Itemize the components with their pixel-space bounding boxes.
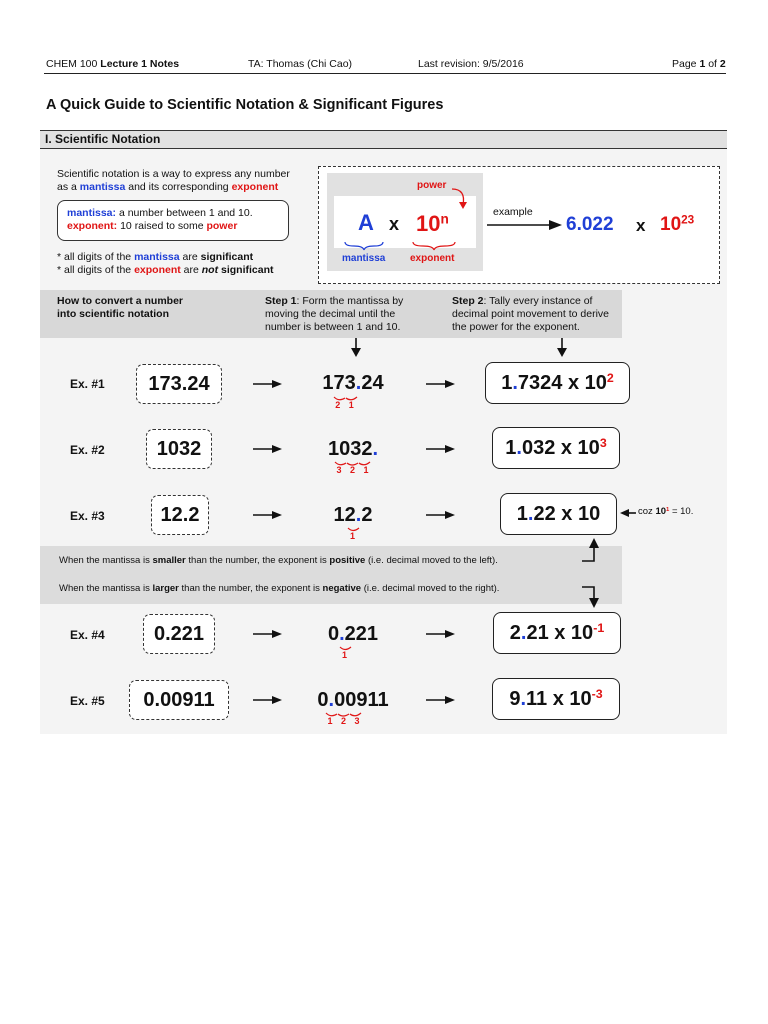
- example-1-tally: 2 1: [335, 400, 357, 410]
- arrow-icon: [253, 444, 283, 454]
- example-4-tally: 1: [341, 650, 350, 660]
- example-4-result: 2.21 x $10^{-1}$: [493, 612, 621, 654]
- intro-text: Scientific notation is a way to express any number as a mantissa and its corresponding exponent: [57, 168, 290, 193]
- arrow-icon: [253, 695, 283, 705]
- rule-negative: When the mantissa is larger than the number, the exponent is negative (i.e. decimal moved to the right).: [59, 583, 500, 594]
- example-3-tally: 1: [349, 531, 358, 541]
- example-arrow: [487, 219, 563, 231]
- example-2-result: 1.032 x $10^3$: [492, 427, 620, 469]
- coz-note: coz $10^1 = 10$.: [638, 506, 694, 517]
- example-4-number: 0.221: [143, 614, 215, 654]
- formula-a: A: [358, 210, 374, 235]
- how-to-label: How to convert a number into scientific notation: [57, 295, 184, 320]
- header-divider: [44, 73, 726, 74]
- arrow-icon: [426, 444, 456, 454]
- mantissa-label: mantissa: [342, 253, 386, 264]
- power-arrow: [450, 185, 472, 215]
- step2-down-arrow: [556, 338, 568, 358]
- arrow-icon: [253, 379, 283, 389]
- step1-down-arrow: [350, 338, 362, 358]
- example-4-label: Ex. #4: [70, 628, 105, 642]
- definition-box: mantissa: a number between 1 and 10. exponent: 10 raised to some power: [57, 200, 289, 241]
- formula-power-of-ten: 10$^n$: [416, 211, 449, 236]
- example-1-result: 1.7324 x $10^2$: [485, 362, 630, 404]
- arrow-icon: [426, 629, 456, 639]
- step2-text: Step 2: Tally every instance of decimal point movement to derive the power for the exponent.: [452, 295, 609, 333]
- example-3-number: 12.2: [151, 495, 209, 535]
- example-power-of-ten: $10^{23}$: [660, 213, 695, 235]
- coz-arrow-icon: [620, 508, 636, 518]
- example-times: x: [636, 216, 646, 235]
- section-title: I. Scientific Notation: [45, 132, 161, 146]
- example-5-mantissa-step: 0.00911: [317, 689, 389, 711]
- example-1-mantissa-step: 173.24: [322, 372, 384, 394]
- example-2-mantissa-step: 1032.: [327, 438, 379, 460]
- rule-positive-arrow: [580, 536, 604, 566]
- rule-negative-arrow: [580, 584, 604, 612]
- example-2-number: 1032: [146, 429, 212, 469]
- example-5-tally: 1 2 3: [327, 716, 363, 726]
- exponent-brace: [412, 241, 456, 251]
- arrow-icon: [253, 510, 283, 520]
- mantissa-brace: [344, 241, 384, 251]
- example-1-number: 173.24: [136, 364, 222, 404]
- example-label: example: [493, 206, 533, 218]
- example-mantissa: 6.022: [566, 214, 614, 235]
- arrow-icon: [253, 629, 283, 639]
- ta-label: TA: Thomas (Chi Cao): [248, 58, 353, 70]
- section-header: [40, 130, 727, 149]
- example-5-result: 9.11 x $10^{-3}$: [492, 678, 620, 720]
- step1-text: Step 1: Form the mantissa by moving the decimal until the number is between 1 and 10.: [265, 295, 404, 333]
- arrow-icon: [426, 510, 456, 520]
- example-5-label: Ex. #5: [70, 694, 105, 708]
- arrow-icon: [426, 695, 456, 705]
- arrow-icon: [426, 379, 456, 389]
- example-3-label: Ex. #3: [70, 509, 105, 523]
- example-4-mantissa-step: 0.221: [327, 623, 379, 645]
- exponent-label: exponent: [410, 253, 455, 264]
- example-2-label: Ex. #2: [70, 443, 105, 457]
- course-label: CHEM 100 Lecture 1 Notes: [46, 58, 180, 70]
- revision-label: Last revision: 9/5/2016: [418, 58, 524, 70]
- page-number: Page 1 of 2: [672, 58, 726, 70]
- significance-notes: * all digits of the mantissa are significant * all digits of the exponent are not significant: [57, 251, 274, 276]
- page-title: A Quick Guide to Scientific Notation & Significant Figures: [46, 97, 444, 113]
- example-1-label: Ex. #1: [70, 377, 105, 391]
- example-5-number: 0.00911: [129, 680, 229, 720]
- power-label: power: [417, 180, 447, 191]
- example-2-tally: 3 2 1: [336, 465, 372, 475]
- example-3-mantissa-step: 12.2: [333, 504, 373, 526]
- example-3-result: 1.22 x 10: [500, 493, 617, 535]
- formula-times: x: [389, 214, 400, 234]
- rule-positive: When the mantissa is smaller than the number, the exponent is positive (i.e. decimal moved to the left).: [59, 555, 498, 566]
